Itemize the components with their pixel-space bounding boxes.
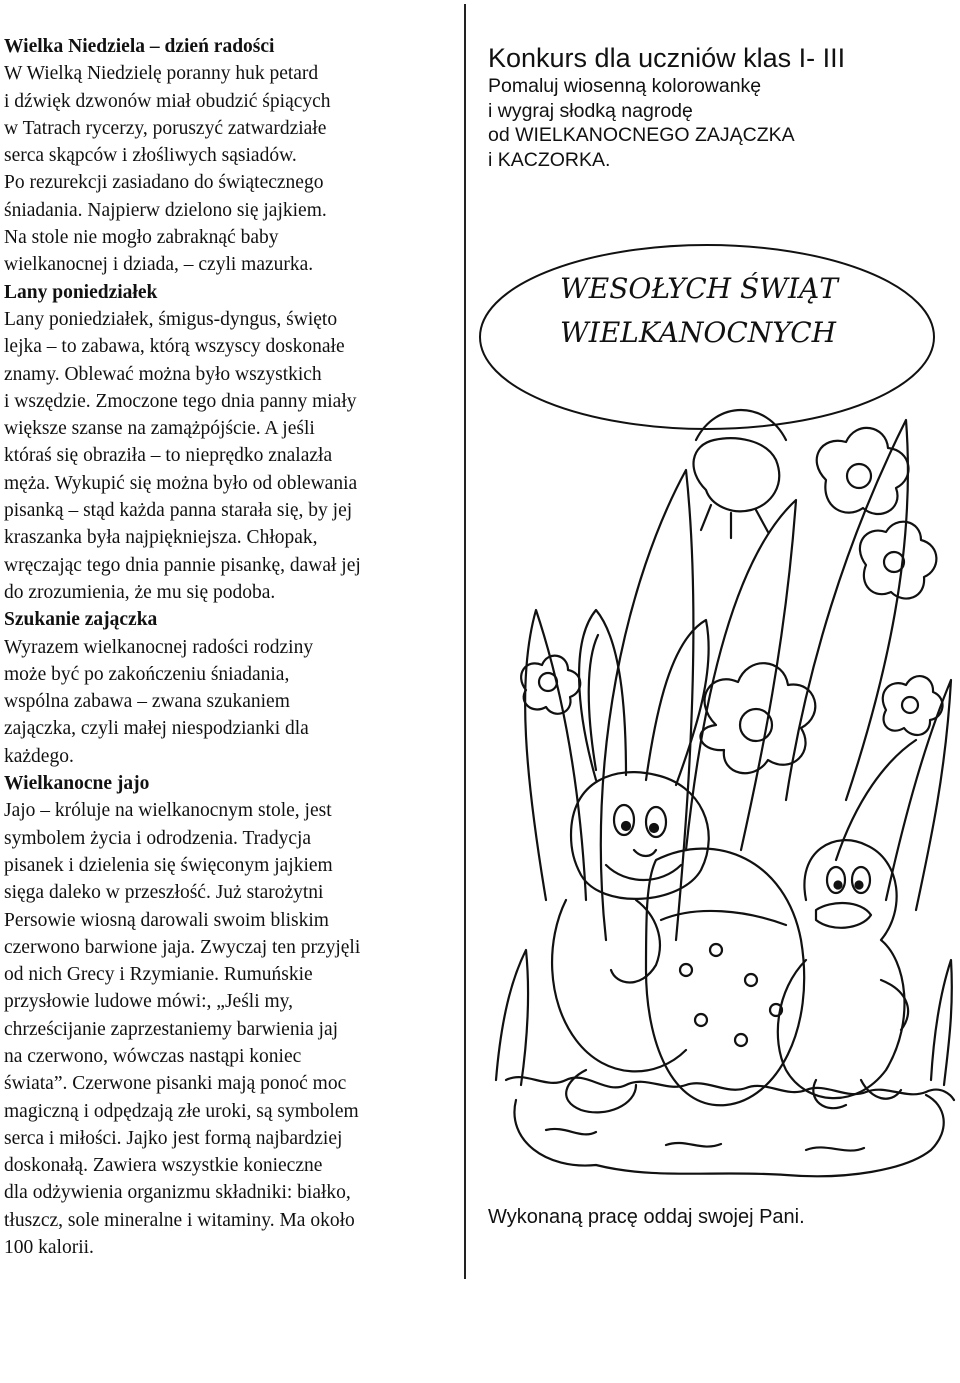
text-line: Persowie wiosną darowali swoim bliskim <box>4 909 329 931</box>
text-line: wręczając tego dnia pannie pisankę, dawał jej <box>4 554 361 576</box>
article-column <box>4 33 456 1261</box>
text-line: w Tatrach rycerzy, poruszyć zatwardziałe <box>4 117 327 139</box>
text-line: pisanek i dzielenia się święconym jajkiem <box>4 854 333 876</box>
text-line: lejka – to zabawa, którą wszyscy doskonałe <box>4 336 345 358</box>
text-line: symbolem życia i odrodzenia. Tradycja <box>4 827 312 849</box>
text-line: serca skąpców i złośliwych sąsiadów. <box>4 145 297 167</box>
contest-line: i KACZORKA. <box>488 148 611 171</box>
section-heading: Wielkanocne jajo <box>4 773 150 795</box>
section-heading: Lany poniedziałek <box>4 281 158 303</box>
text-line: magiczną i odpędzają złe uroki, są symbolem <box>4 1100 359 1122</box>
greeting-line-2: WIELKANOCNYCH <box>560 316 837 349</box>
section-heading: Szukanie zajączka <box>4 609 158 631</box>
text-line: i dźwięk dzwonów miał obudzić śpiących <box>4 90 331 112</box>
text-line: każdego. <box>4 745 74 767</box>
greeting-line-1: WESOŁYCH ŚWIĄT <box>560 272 838 305</box>
text-line: wielkanocnej i dziada, – czyli mazurka. <box>4 254 314 276</box>
contest-line: Pomaluj wiosenną kolorowankę <box>488 75 762 97</box>
easter-coloring-picture <box>486 380 956 1190</box>
text-line: na czerwono, wówczas nastąpi koniec <box>4 1045 302 1067</box>
text-line: świata”. Czerwone pisanki mają ponoć moc <box>4 1073 347 1095</box>
text-line: dla odżywienia organizmu składniki: białko, <box>4 1182 351 1204</box>
text-line: przysłowie ludowe mówi:, „Jeśli my, <box>4 991 294 1013</box>
text-line: męża. Wykupić się można było od oblewania <box>4 472 358 494</box>
contest-section <box>488 42 948 172</box>
text-line: większe szanse na zamążpójście. A jeśli <box>4 418 315 440</box>
text-line: kraszanka była najpiękniejsza. Chłopak, <box>4 527 318 549</box>
text-line: może być po zakończeniu śniadania, <box>4 663 290 685</box>
text-line: Wyrazem wielkanocnej radości rodziny <box>4 636 314 658</box>
contest-line: od WIELKANOCNEGO ZAJĄCZKA <box>488 124 795 146</box>
text-line: doskonałą. Zawiera wszystkie konieczne <box>4 1155 323 1177</box>
contest-title: Konkurs dla uczniów klas I- III <box>488 43 846 73</box>
text-line: Na stole nie mogło zabraknąć baby <box>4 227 279 249</box>
text-line: Lany poniedziałek, śmigus-dyngus, święto <box>4 308 338 330</box>
text-line: 100 kalorii. <box>4 1237 94 1259</box>
text-line: W Wielką Niedzielę poranny huk petard <box>4 63 319 85</box>
text-line: czerwono barwione jaja. Zwyczaj ten przyjęli <box>4 936 361 958</box>
text-line: któraś się obraziła – to nieprędko znalazła <box>4 445 333 467</box>
section-heading: Wielka Niedziela – dzień radości <box>4 36 275 57</box>
text-line: sięga daleko w przeszłość. Już starożytni <box>4 882 324 904</box>
text-line: zajączka, czyli małej niespodzianki dla <box>4 718 309 740</box>
text-line: Jajo – króluje na wielkanocnym stole, jest <box>4 800 332 822</box>
text-line: chrześcijanie zaprzestaniemy barwienia jaj <box>4 1018 339 1040</box>
text-line: do zrozumienia, że mu się podoba. <box>4 581 276 603</box>
text-line: serca i miłości. Jajko jest formą najbardziej <box>4 1127 343 1149</box>
footer-note: Wykonaną pracę oddaj swojej Pani. <box>488 1206 805 1228</box>
text-line: Po rezurekcji zasiadano do świątecznego <box>4 172 324 194</box>
column-divider <box>464 4 466 1279</box>
greeting-text <box>560 267 838 355</box>
contest-line: i wygraj słodką nagrodę <box>488 99 693 122</box>
text-line: znamy. Oblewać można było wszystkich <box>4 363 322 385</box>
text-line: pisanką – stąd każda panna starała się, by jej <box>4 500 353 522</box>
text-line: tłuszcz, sole mineralne i witaminy. Ma około <box>4 1209 355 1231</box>
text-line: wspólna zabawa – zwana szukaniem <box>4 691 290 713</box>
text-line: i wszędzie. Zmoczone tego dnia panny miały <box>4 390 357 412</box>
text-line: śniadania. Najpierw dzielono się jajkiem. <box>4 199 327 221</box>
text-line: od nich Grecy i Rzymianie. Rumuńskie <box>4 964 313 986</box>
